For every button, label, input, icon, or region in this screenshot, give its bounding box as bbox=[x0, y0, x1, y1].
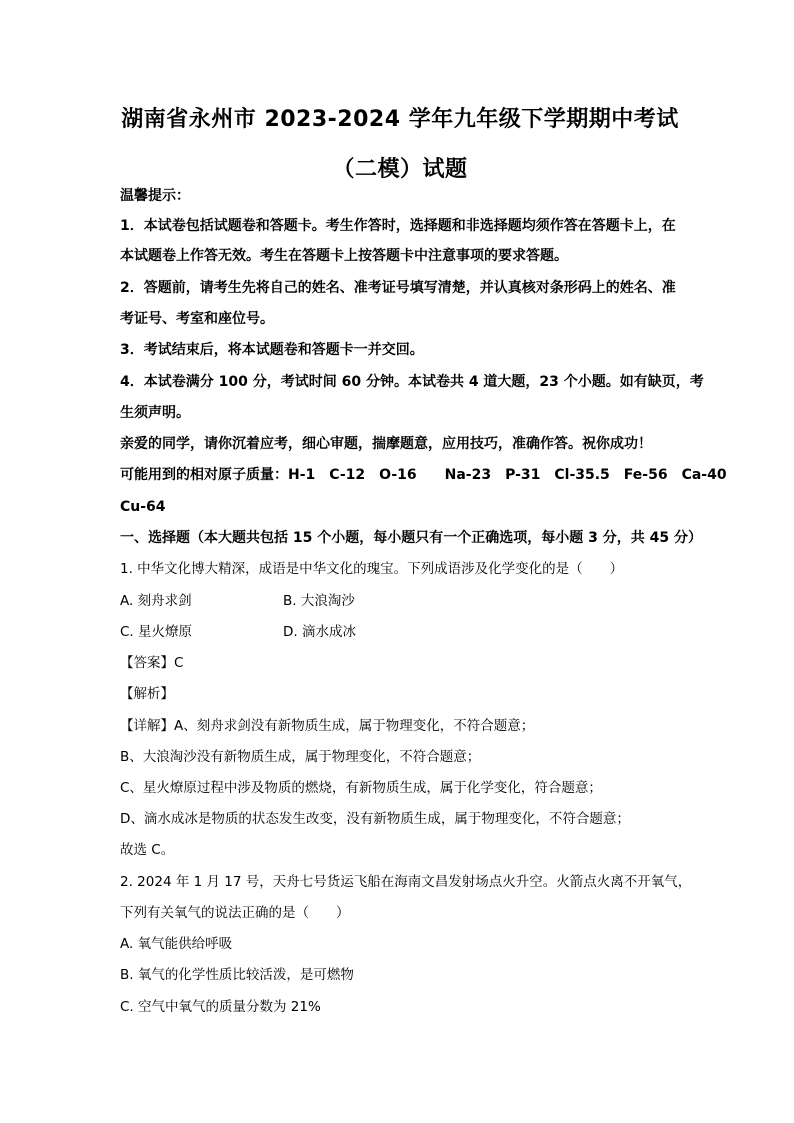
q1-option-c: C. 星火燎原 bbox=[120, 624, 193, 640]
notice-item-4-line-2: 生须声明。 bbox=[120, 405, 190, 421]
atomic-mass-line-2: Cu-64 bbox=[120, 499, 166, 515]
q1-stem: 1. 中华文化博大精深，成语是中华文化的瑰宝。下列成语涉及化学变化的是（ ） bbox=[120, 561, 624, 577]
q2-stem-line-1: 2. 2024 年 1 月 17 号，天舟七号货运飞船在海南文昌发射场点火升空。火箭点火离不开氧气， bbox=[120, 874, 692, 890]
notice-item-4-line-1: 4．本试卷满分 100 分，考试时间 60 分钟。本试卷共 4 道大题，23 个小题。如有缺页，考 bbox=[120, 374, 704, 390]
q1-detail-a: 【详解】A、刻舟求剑没有新物质生成，属于物理变化，不符合题意； bbox=[120, 718, 535, 734]
atomic-mass-line-1: 可能用到的相对原子质量：H-1 C-12 O-16 Na-23 P-31 Cl-35.5 Fe-56 Ca-40 bbox=[120, 467, 727, 483]
q1-option-b: B. 大浪淘沙 bbox=[283, 593, 355, 609]
q2-option-b: B. 氧气的化学性质比较活泼，是可燃物 bbox=[120, 967, 354, 983]
q1-answer: 【答案】C bbox=[120, 655, 184, 671]
encouragement-text: 亲爱的同学，请你沉着应考，细心审题，揣摩题意，应用技巧，准确作答。祝你成功！ bbox=[120, 436, 652, 452]
q2-stem-line-2: 下列有关氧气的说法正确的是（ ） bbox=[120, 905, 350, 921]
notice-item-2-line-1: 2．答题前，请考生先将自己的姓名、准考证号填写清楚，并认真核对条形码上的姓名、准 bbox=[120, 280, 676, 296]
page-title: 湖南省永州市 2023-2024 学年九年级下学期期中考试（二模）试题 bbox=[121, 107, 679, 182]
q1-conclusion: 故选 C。 bbox=[120, 842, 175, 858]
q1-option-d: D. 滴水成冰 bbox=[283, 624, 356, 640]
q1-detail-b: B、大浪淘沙没有新物质生成，属于物理变化，不符合题意； bbox=[120, 749, 481, 765]
q1-analysis-heading: 【解析】 bbox=[120, 686, 174, 702]
section-heading-multiple-choice: 一、选择题（本大题共包括 15 个小题，每小题只有一个正确选项，每小题 3 分，共 45 分） bbox=[120, 530, 702, 546]
notice-item-1-line-2: 本试题卷上作答无效。考生在答题卡上按答题卡中注意事项的要求答题。 bbox=[120, 248, 568, 264]
q1-detail-c: C、星火燎原过程中涉及物质的燃烧，有新物质生成，属于化学变化，符合题意； bbox=[120, 780, 602, 796]
q2-option-c: C. 空气中氧气的质量分数为 21% bbox=[120, 999, 321, 1015]
notice-heading: 温馨提示： bbox=[120, 188, 190, 204]
q1-option-a: A. 刻舟求剑 bbox=[120, 593, 192, 609]
q2-option-a: A. 氧气能供给呼吸 bbox=[120, 936, 233, 952]
notice-item-1-line-1: 1．本试卷包括试题卷和答题卡。考生作答时，选择题和非选择题均须作答在答题卡上，在 bbox=[120, 218, 676, 234]
q1-detail-d: D、滴水成冰是物质的状态发生改变，没有新物质生成，属于物理变化，不符合题意； bbox=[120, 811, 630, 827]
notice-item-3: 3．考试结束后，将本试题卷和答题卡一并交回。 bbox=[120, 342, 424, 358]
notice-item-2-line-2: 考证号、考室和座位号。 bbox=[120, 311, 274, 327]
